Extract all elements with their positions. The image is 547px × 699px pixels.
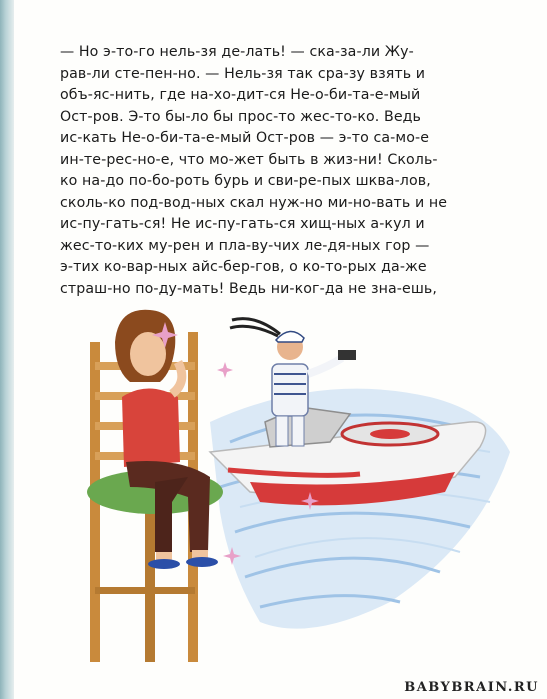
text-line: ис-кать Не-о-би-та-е-мый Ост-ров — э-то са-мо-е — [60, 130, 430, 146]
text-line: ко на-до по-бо-роть бурь и сви-ре-пых шква-лов, — [60, 173, 431, 189]
text-line: Ост-ров. Э-то бы-ло бы прос-то жес-то-ко. Ведь — [60, 108, 422, 125]
text-line: страш-но по-ду-мать! Ведь ни-ког-да не зна-ешь, — [60, 280, 437, 297]
text-line: объ-яс-нить, где на-хо-дит-ся Не-о-би-та-е-мый — [60, 87, 421, 103]
text-line: сколь-ко под-вод-ных скал нуж-но ми-но-вать и не — [60, 194, 448, 211]
text-line: ис-пу-гать-ся! Не ис-пу-гать-ся хищ-ных а-кул и — [60, 216, 425, 232]
text-line: жес-то-ких му-рен и пла-ву-чих ле-дя-ных гор — — [60, 237, 430, 254]
page-edge — [0, 0, 14, 699]
story-illustration — [60, 302, 515, 672]
dreaming-girl — [115, 310, 218, 569]
text-line: ин-те-рес-но-е, что мо-жет быть в жиз-ни! Сколь- — [60, 151, 438, 168]
site-watermark: BABYBRAIN.RU — [404, 680, 539, 695]
story-text — [60, 42, 505, 300]
text-line: рав-ли сте-пен-но. — Нель-зя так сра-зу взять и — [60, 65, 426, 82]
text-line: — Но э-то-го нель-зя де-лать! — ска-за-ли Жу- — [60, 44, 414, 60]
text-line: э-тих ко-вар-ных айс-бер-гов, о ко-то-рых да-же — [60, 259, 427, 275]
